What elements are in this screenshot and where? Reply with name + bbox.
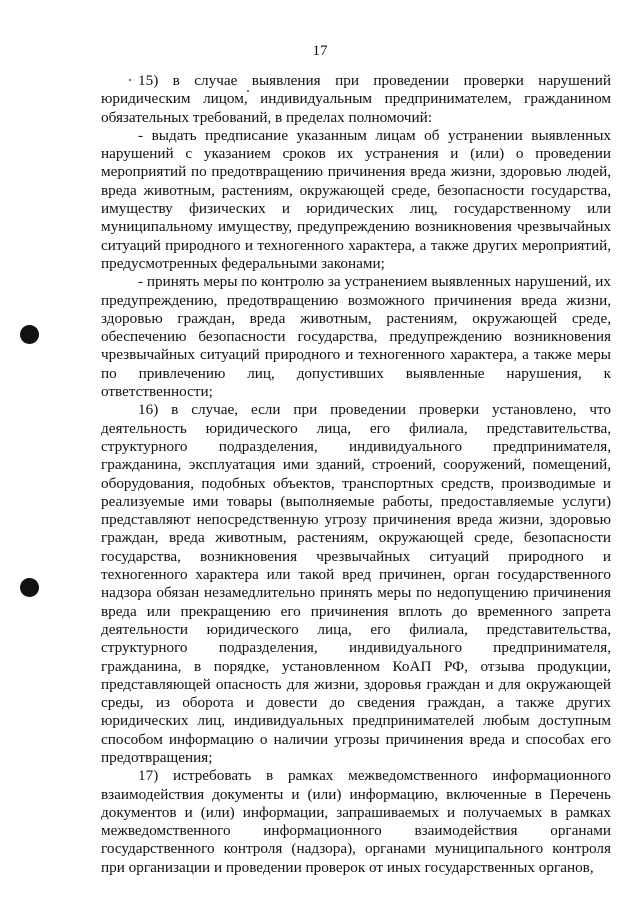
body-text — [101, 72, 611, 877]
paragraph-item-17: 17) истребовать в рамках межведомственного информационного взаимодействия документы и (или) информацию, включенные в Перечень документов и (или) информации, запрашиваемых и получаемых в рамках межведомственного информационного взаимодействия органами государственного контроля (надзора), органами муниципального контроля при организации и проведении проверок от иных государственных органов, — [101, 767, 611, 876]
punch-hole-top — [20, 325, 39, 344]
paragraph-bullet-issue-order: - выдать предписание указанным лицам об устранении выявленных нарушений с указанием сроков их устранения и (или) о проведении мероприятий по предотвращению причинения вреда жизни, здоровью людей, вреда животным, растениям, окружающей среде, безопасности государства, имуществу физических и юридических лиц, государственному или муниципальному имуществу, предупреждению возникновения чрезвычайных ситуаций природного и техногенного характера, а также других мероприятий, предусмотренных федеральными законами; — [101, 126, 611, 272]
paragraph-item-15: 15) в случае выявления при проведении проверки нарушений юридическим лицом, индивидуальным предпринимателем, гражданином обязательных требований, в пределах полномочий: — [101, 72, 611, 126]
punch-hole-bottom — [20, 578, 39, 597]
paragraph-bullet-take-measures: - принять меры по контролю за устранением выявленных нарушений, их предупреждению, предотвращению возможного причинения вреда жизни, здоровью граждан, вреда животным, растениям, окружающей среде, обеспечению безопасности государства, предупреждению возникновения чрезвычайных ситуаций природного и техногенного характера, а также меры по привлечению лиц, допустивших выявленные нарушения, к ответственности; — [101, 273, 611, 401]
page-number: 17 — [312, 43, 328, 59]
paragraph-item-16: 16) в случае, если при проведении проверки установлено, что деятельность юридического лица, его филиала, представительства, структурного подразделения, индивидуального предпринимателя, гражданина, эксплуатация ими зданий, строений, сооружений, помещений, оборудования, подобных объектов, транспортных средств, производимые и реализуемые ими товары (выполняемые работы, предоставляемые услуги) представляют непосредственную угрозу причинения вреда жизни, здоровью граждан, вреда животным, растениям, окружающей среде, безопасности государства, возникновения чрезвычайных ситуаций природного и техногенного характера или такой вред причинен, орган государственного надзора обязан незамедлительно принять меры по недопущению причинения вреда или прекращению его причинения вплоть до временного запрета деятельности юридического лица, его филиала, представительства, структурного подразделения, индивидуального предпринимателя, гражданина, в порядке, установленном КоАП РФ, отзыва продукции, представляющей опасность для жизни, здоровья граждан и для окружающей среды, из оборота и довести до сведения граждан, а также других юридических лиц, индивидуальных предпринимателей любым доступным способом информацию о наличии угрозы причинения вреда и способах его предотвращения; — [101, 401, 611, 766]
